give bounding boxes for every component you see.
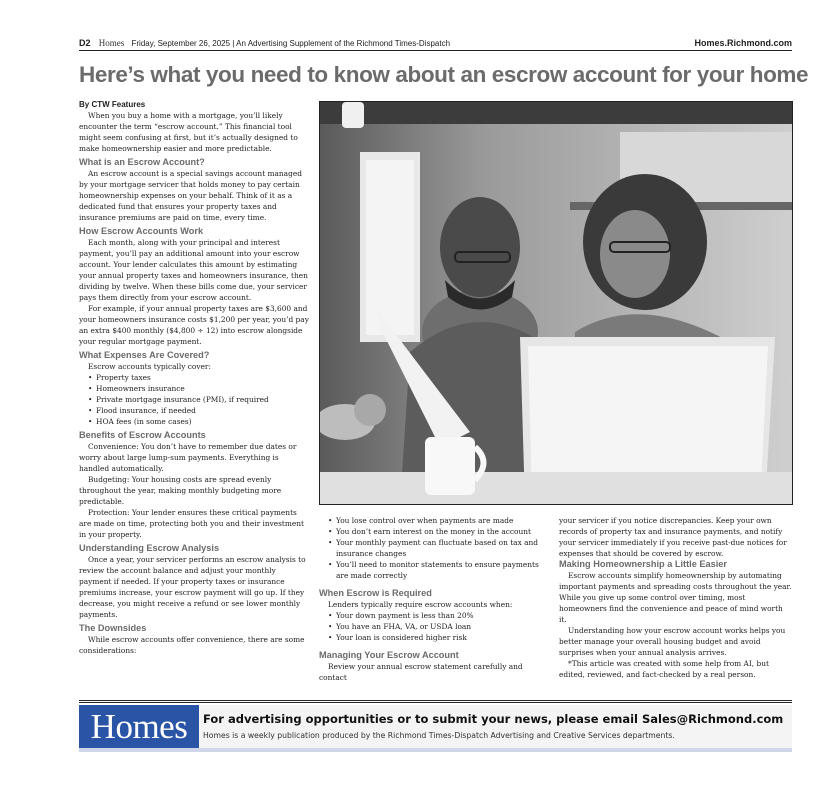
section-heading: The Downsides <box>79 623 147 633</box>
paragraph: Once a year, your servicer performs an escrow analysis to review the account balance and adjust your monthly payment if needed. If your property taxes or insurance premiums increase, your escrow payment will go up. If they decrease, you might receive a refund or see lower monthly payments. <box>79 555 306 619</box>
list-item: • Flood insurance, if needed <box>88 405 310 416</box>
page-header <box>79 38 792 51</box>
section-heading: When Escrow is Required <box>319 588 432 598</box>
footer-rule-top <box>79 700 792 701</box>
paragraph: Escrow accounts simplify homeownership by automating important payments and spreading costs throughout the year. While you give up some control over timing, most homeowners find the convenience and peace of mind worth it. <box>559 571 792 624</box>
paragraph: Lenders typically require escrow accounts when: <box>328 600 513 609</box>
section-heading: Making Homeownership a Little Easier <box>559 559 727 569</box>
section-heading: Managing Your Escrow Account <box>319 650 459 660</box>
article-column-3 <box>559 515 792 680</box>
covered-expenses-list <box>79 372 310 427</box>
byline: By CTW Features <box>79 100 146 109</box>
paragraph: An escrow account is a special savings account managed by your mortgage servicer that holds money to pay certain homeownership expenses on your behalf. Think of it as a dedicated fund that ensures your property taxes and insurance premiums are paid on time, every time. <box>79 169 302 222</box>
paragraph: While escrow accounts offer convenience, there are some considerations: <box>79 635 305 655</box>
list-item: • Your down payment is less than 20% <box>328 610 551 621</box>
paragraph: Understanding how your escrow account works helps you better manage your overall housing budget and avoid surprises when your annual analysis arrives. <box>559 626 786 657</box>
footer-rule-bottom <box>79 702 792 703</box>
couple-reviewing-documents-image <box>320 102 792 504</box>
page-number: D2 <box>79 38 91 48</box>
section-heading: Understanding Escrow Analysis <box>79 543 220 553</box>
article-column-1 <box>79 99 310 656</box>
section-heading: What Expenses Are Covered? <box>79 350 210 360</box>
advertising-contact[interactable]: For advertising opportunities or to submit your news, please email Sales@Richmond.com <box>203 712 784 726</box>
list-item: • Your monthly payment can fluctuate based on tax and insurance changes <box>328 537 551 559</box>
section-heading: How Escrow Accounts Work <box>79 226 204 236</box>
list-item: • Your loan is considered higher risk <box>328 632 551 643</box>
paragraph: Escrow accounts typically cover: <box>88 362 211 371</box>
headline: Here’s what you need to know about an escrow account for your home <box>79 62 809 87</box>
paragraph: Review your annual escrow statement carefully and contact <box>319 662 523 682</box>
list-item: • Property taxes <box>88 372 310 383</box>
paragraph: Budgeting: Your housing costs are spread evenly throughout the year, making monthly budgeting more predictable. <box>79 475 282 506</box>
list-item: • You don’t earn interest on the money in the account <box>328 526 551 537</box>
list-item: • You lose control over when payments are made <box>328 515 551 526</box>
paragraph: Protection: Your lender ensures these critical payments are made on time, protecting both you and their investment in your property. <box>79 508 305 539</box>
homes-logo: Homes <box>79 705 199 748</box>
list-item: • HOA fees (in some cases) <box>88 416 310 427</box>
section-heading: Benefits of Escrow Accounts <box>79 430 206 440</box>
section-brand: Homes <box>98 38 125 48</box>
publication-note: Homes is a weekly publication produced by the Richmond Times-Dispatch Advertising and Creative Services departments. <box>203 731 675 740</box>
list-item: • You have an FHA, VA, or USDA loan <box>328 621 551 632</box>
requirements-list <box>319 610 551 643</box>
section-heading: What is an Escrow Account? <box>79 157 205 167</box>
list-item: • Private mortgage insurance (PMI), if required <box>88 394 310 405</box>
paragraph: Convenience: You don’t have to remember due dates or worry about large lump-sum payments. Everything is handled automatically. <box>79 442 297 473</box>
dateline: Friday, September 26, 2025 | An Advertising Supplement of the Richmond Times-Dispatch <box>131 39 451 48</box>
article-photo <box>319 101 793 505</box>
header-left <box>79 38 450 48</box>
paragraph: your servicer if you notice discrepancies. Keep your own records of property tax and insurance payments, and notify your servicer immediately if you receive past-due notices for expenses that should be covered by escrow. <box>559 516 787 558</box>
downsides-list <box>319 515 551 581</box>
paragraph: For example, if your annual property taxes are $3,600 and your homeowners insurance costs $1,200 per year, you’d pay an extra $400 monthly ($4,800 ÷ 12) into escrow alongside your regular mortgage payment. <box>79 304 309 346</box>
article-column-2 <box>319 515 551 683</box>
intro-paragraph: When you buy a home with a mortgage, you’ll likely encounter the term “escrow account.” This financial tool might seem confusing at first, but it’s actually designed to make homeownership easier and more predictable. <box>79 111 298 153</box>
ai-disclaimer: *This article was created with some help from AI, but edited, reviewed, and fact-checked by a real person. <box>559 659 769 679</box>
list-item: • You’ll need to monitor statements to ensure payments are made correctly <box>328 559 551 581</box>
list-item: • Homeowners insurance <box>88 383 310 394</box>
footer-banner <box>79 705 792 752</box>
paragraph: Each month, along with your principal and interest payment, you’ll pay an additional amount into your escrow account. Your lender calculates this amount by estimating your annual property taxes and homeowners insurance, then dividing by twelve. When these bills come due, your servicer pays them directly from your escrow account. <box>79 238 308 302</box>
site-link[interactable]: Homes.Richmond.com <box>694 38 792 48</box>
